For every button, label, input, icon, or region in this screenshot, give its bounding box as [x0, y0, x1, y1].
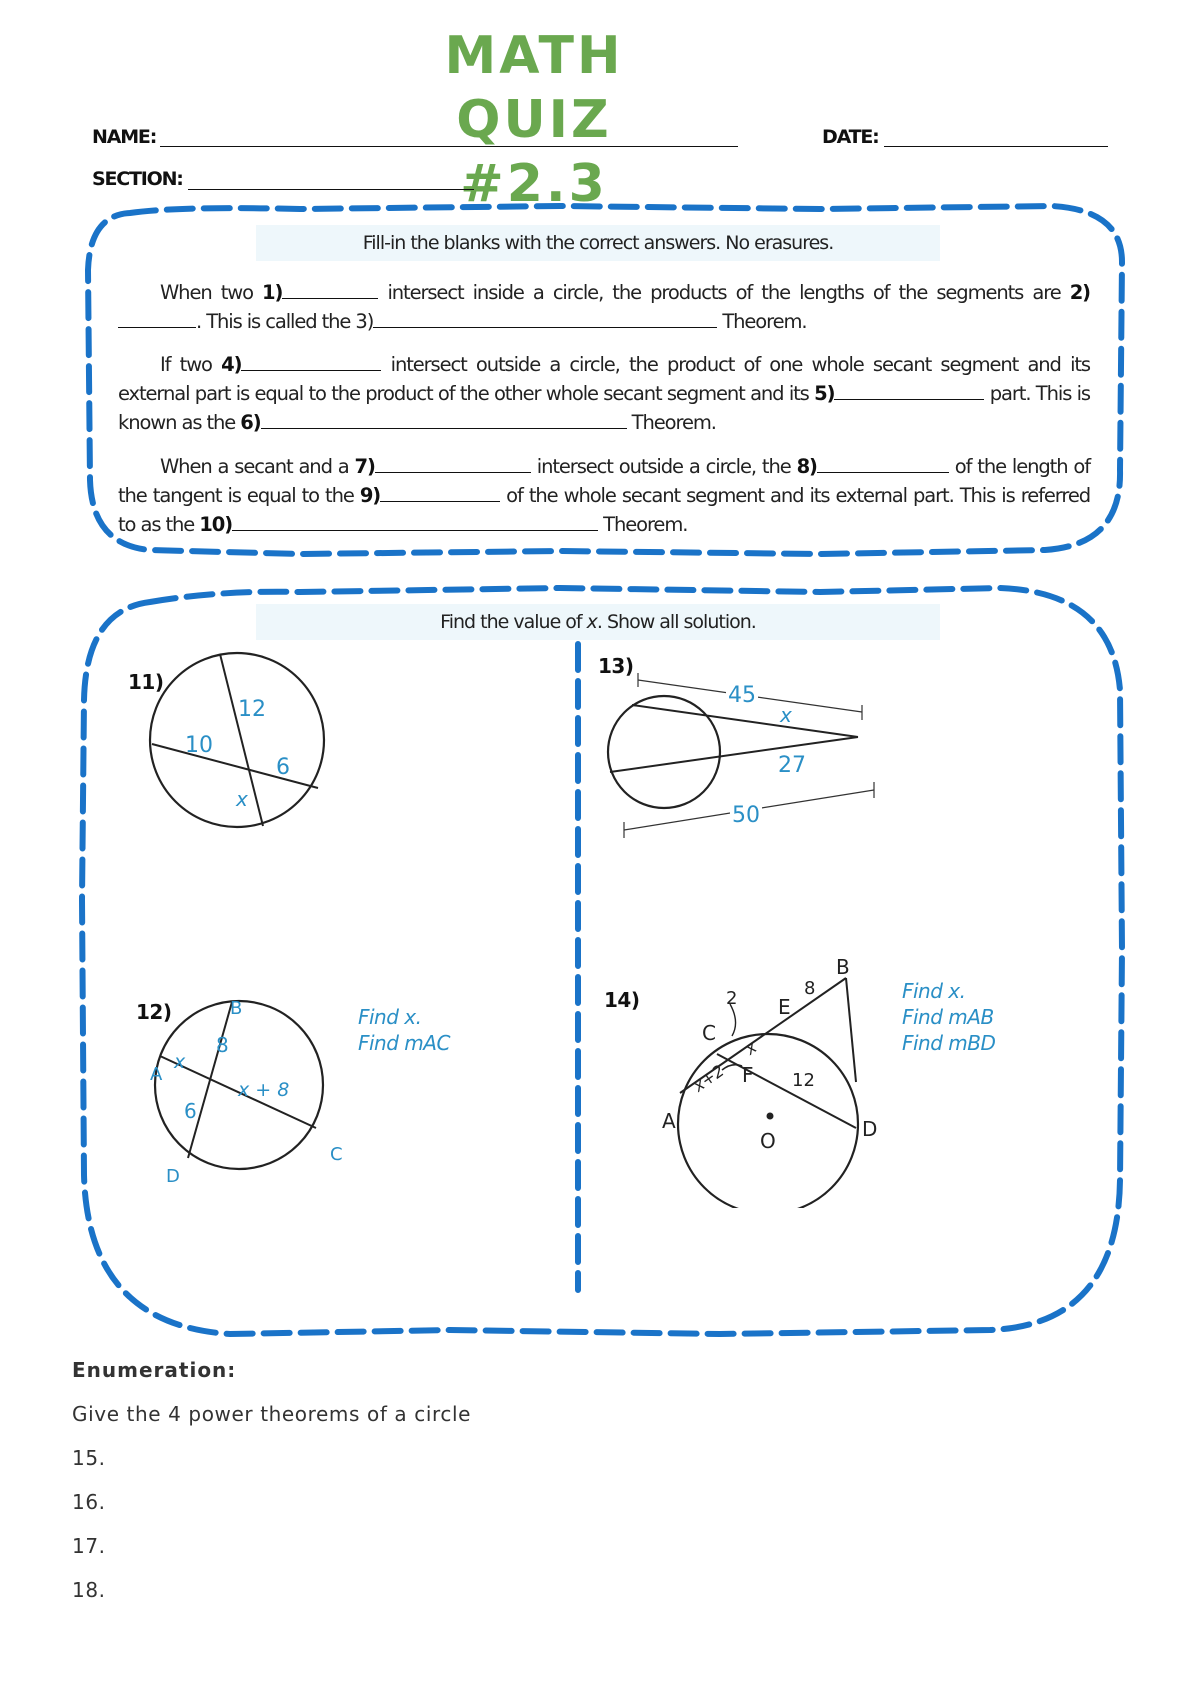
fig11-chord-2: [152, 744, 318, 788]
fig14-label-D: D: [862, 1117, 878, 1141]
blank-8[interactable]: [817, 454, 949, 473]
p1-text-4: Theorem.: [717, 310, 807, 333]
blank-7-number: 7): [354, 455, 375, 478]
fig14-label-C: C: [702, 1021, 716, 1045]
problem-14-find-list: [902, 978, 995, 1056]
p12-find-line: Find x.: [358, 1005, 422, 1029]
figure-13: [600, 660, 880, 850]
paragraph-3: [118, 452, 1090, 539]
p3-text-5: Theorem.: [598, 513, 688, 536]
fig14-label-E: E: [778, 995, 791, 1019]
p1-text-3: . This is called the 3): [196, 310, 374, 333]
fig14-label-A: A: [662, 1109, 676, 1133]
blank-2-number: 2): [1069, 281, 1090, 304]
paragraph-2: [118, 350, 1090, 437]
fig14-circle: [678, 1034, 858, 1208]
blank-9-number: 9): [359, 484, 381, 507]
fig14-tangent-BD: [846, 978, 856, 1082]
enumeration-prompt: Give the 4 power theorems of a circle: [72, 1402, 472, 1426]
paragraph-1: [118, 278, 1090, 336]
blank-2[interactable]: [118, 309, 196, 328]
fig12-label-x: x: [174, 1051, 186, 1073]
enumeration-item-16: 16.: [72, 1490, 106, 1514]
enumeration-item-18: 18.: [72, 1578, 106, 1602]
p12-find-line: Find mAC: [358, 1031, 450, 1055]
fig14-label-x-plus-2: x+2: [689, 1060, 728, 1096]
blank-4[interactable]: [241, 352, 381, 371]
p2-text-1: If two: [160, 353, 222, 376]
fig12-label-D: D: [166, 1166, 180, 1187]
section-label: SECTION:: [92, 168, 183, 190]
quiz-title-line-2: QUIZ: [456, 90, 612, 150]
p14-find-line: Find x.: [902, 979, 966, 1003]
fig12-label-x-plus-8: x + 8: [238, 1079, 290, 1101]
blank-6-number: 6): [240, 411, 261, 434]
fig11-label-10: 10: [185, 733, 213, 758]
fig12-label-A: A: [150, 1064, 163, 1085]
find-x-instruction: [256, 604, 940, 640]
problem-12-find-list: [358, 1004, 450, 1056]
p1-text-1: When two: [160, 281, 263, 304]
p3-text-4: of the whole secant segment and its external part. This is referred to as the: [118, 484, 1090, 536]
p3-text-1: When a secant and a: [160, 455, 355, 478]
fig12-label-6: 6: [184, 1099, 197, 1123]
blank-9[interactable]: [380, 483, 500, 502]
p2-text-2: intersect outside a circle, the product of one whole secant segment and its external part is equal to the product of the other whole secant segment and its: [118, 353, 1090, 405]
fig13-label-45: 45: [728, 683, 756, 708]
blank-1-number: 1): [262, 281, 283, 304]
fig14-label-O: O: [760, 1129, 776, 1153]
fig14-label-12: 12: [792, 1070, 815, 1091]
quiz-title-line-3: #2.3: [460, 154, 608, 214]
blank-5-number: 5): [814, 382, 835, 405]
figure-12: [148, 990, 368, 1190]
fig14-label-B: B: [836, 958, 850, 979]
enumeration-heading: Enumeration:: [72, 1358, 237, 1382]
fig13-secant-lower: [610, 737, 858, 772]
p1-text-2: intersect inside a circle, the products of the lengths of the segments are: [378, 281, 1070, 304]
fig14-label-8: 8: [804, 978, 816, 999]
fig12-label-B: B: [230, 998, 243, 1019]
fig14-label-x: x: [741, 1037, 761, 1059]
name-label: NAME:: [92, 126, 157, 148]
problem-14-label: 14): [604, 988, 640, 1012]
fig13-label-x: x: [780, 703, 792, 727]
blank-8-number: 8): [796, 455, 817, 478]
fig13-secant-upper: [632, 705, 858, 737]
fig13-circle: [608, 696, 720, 808]
problem-12-label: 12): [136, 1000, 172, 1024]
figure-11: [140, 648, 340, 838]
p2-text-3: part. This is known as the: [118, 382, 1090, 434]
fill-in-instruction: Fill-in the blanks with the correct answers. No erasures.: [256, 225, 940, 261]
fig14-label-F: F: [742, 1063, 754, 1087]
blank-6[interactable]: [261, 410, 627, 429]
fig11-label-12: 12: [238, 697, 266, 722]
fig11-label-x: x: [236, 787, 248, 811]
fig11-label-6: 6: [276, 755, 290, 780]
enumeration-item-17: 17.: [72, 1534, 106, 1558]
p14-find-line: Find mBD: [902, 1031, 996, 1055]
blank-7[interactable]: [375, 454, 531, 473]
p3-text-2: intersect outside a circle, the: [530, 455, 797, 478]
find-x-instruction-pre: Find the value of: [440, 611, 587, 633]
figure-14: [660, 958, 890, 1208]
fig13-label-27: 27: [778, 753, 806, 778]
fig12-label-C: C: [330, 1144, 343, 1165]
enumeration-item-15: 15.: [72, 1446, 106, 1470]
blank-10-number: 10): [199, 513, 233, 536]
blank-3[interactable]: [373, 309, 717, 328]
problem-11-label: 11): [128, 670, 164, 694]
date-label: DATE:: [822, 126, 879, 148]
problem-13-label: 13): [598, 654, 634, 678]
find-x-instruction-post: . Show all solution.: [596, 611, 756, 633]
find-x-instruction-var: x: [586, 611, 597, 633]
blank-4-number: 4): [221, 353, 242, 376]
p3-text-3: of the length of the tangent is equal to the: [118, 455, 1090, 507]
fig13-label-50: 50: [732, 803, 760, 828]
blank-1[interactable]: [282, 280, 378, 299]
blank-10[interactable]: [232, 512, 598, 531]
p2-text-4: Theorem.: [626, 411, 716, 434]
blank-5[interactable]: [834, 381, 984, 400]
fig12-label-8: 8: [216, 1033, 229, 1057]
quiz-title-line-1: MATH: [444, 26, 624, 86]
p14-find-line: Find mAB: [902, 1005, 994, 1029]
fig14-label-2: 2: [726, 988, 738, 1009]
fig14-center-dot: [767, 1113, 774, 1120]
